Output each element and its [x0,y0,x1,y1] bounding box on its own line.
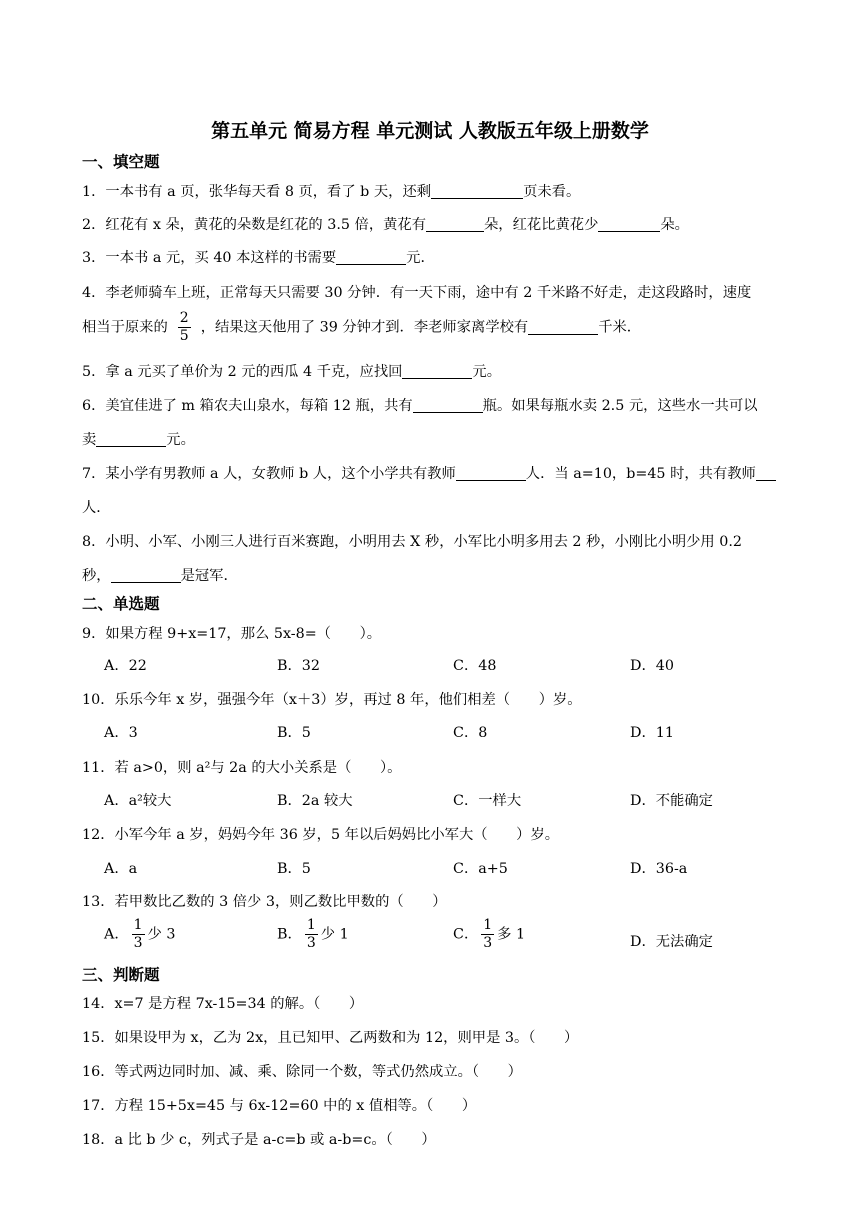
question-1-tail: 页未看。 [523,184,581,200]
option-label: D． [630,934,656,950]
answer-blank[interactable] [598,215,660,232]
option-b[interactable]: B．32 [277,658,320,674]
question-7-line-2: 人． [82,500,111,516]
option-d[interactable]: D．11 [630,725,674,741]
fraction-numerator: 2 [179,310,189,326]
question-7-text: 7．某小学有男教师 a 人，女教师 b 人，这个小学共有教师 [82,466,456,482]
option-text: 多 1 [497,926,526,943]
answer-blank[interactable] [96,430,166,447]
answer-blank[interactable] [111,566,181,583]
question-15: 15．如果设甲为 x，乙为 2x，且已知甲、乙两数和为 12，则甲是 3。（ ） [82,1030,579,1046]
question-14: 14．x=7 是方程 7x-15=34 的解。（ ） [82,996,364,1012]
answer-blank[interactable] [456,464,526,481]
fraction-two-fifths [178,310,191,345]
option-d[interactable]: D．不能确定 [630,793,713,809]
question-5-tail: 元。 [472,364,502,380]
option-a[interactable]: A．3 [104,725,138,741]
answer-blank[interactable] [756,464,776,481]
question-13-stem: 13．若甲数比乙数的 3 倍少 3，则乙数比甲数的（ ） [82,894,447,910]
question-8-text: 秒， [82,568,111,584]
option-c[interactable]: C．48 [453,658,497,674]
option-a[interactable]: A．a [104,861,138,877]
question-1-text: 1．一本书有 a 页，张华每天看 8 页，看了 b 天，还剩 [82,184,432,200]
question-4-mid: ，结果这天他用了 39 分钟才到．李老师家离学校有 [200,319,529,336]
question-4-tail: 千米． [598,319,642,336]
fraction-numerator: 1 [306,917,316,933]
question-10-stem: 10．乐乐今年 x 岁，强强今年（x＋3）岁，再过 8 年，他们相差（ ）岁。 [82,692,582,708]
question-8-line-2 [82,565,238,585]
option-b[interactable]: B．2a 较大 [277,793,353,809]
section-heading-single: 二、单选题 [82,595,160,613]
option-text: 少 3 [147,926,176,943]
option-label: A． [104,926,129,943]
question-11-stem: 11．若 a>0，则 a²与 2a 的大小关系是（ ）。 [82,760,402,776]
question-6-text: 6．美宜佳进了 m 箱农夫山泉水，每箱 12 瓶，共有 [82,398,413,414]
question-6-cont: 卖 [82,432,97,448]
answer-blank[interactable] [402,362,472,379]
page-title: 第五单元 简易方程 单元测试 人教版五年级上册数学 [211,120,649,142]
question-8-line-1: 8．小明、小军、小刚三人进行百米赛跑，小明用去 X 秒，小军比小明多用去 2 秒，小刚比小明少用 0.2 [82,534,742,550]
question-2 [82,214,689,234]
question-1 [82,181,580,201]
question-6-mid: 瓶。如果每瓶水卖 2.5 元，这些水一共可以 [482,398,758,414]
fraction-numerator: 1 [483,917,493,933]
answer-blank[interactable] [413,396,483,413]
option-text: 无法确定 [655,934,713,950]
option-label: C． [453,926,479,943]
option-b[interactable]: B．5 [277,861,311,877]
option-label: B． [277,926,302,943]
question-5 [82,361,501,381]
answer-blank[interactable] [426,215,484,232]
question-2-tail: 朵。 [660,217,689,233]
answer-blank[interactable] [431,182,523,199]
option-d[interactable]: D．36-a [630,861,688,877]
question-3-text: 3．一本书 a 元，买 40 本这样的书需要 [82,250,337,266]
question-6-tail: 元。 [166,432,195,448]
question-4-line-1: 4．李老师骑车上班，正常每天只需要 30 分钟．有一天下雨，途中有 2 千米路不好走，走这段路时，速度 [82,285,752,301]
question-5-text: 5．拿 a 元买了单价为 2 元的西瓜 4 千克，应找回 [82,364,403,380]
fraction-one-third [481,917,494,952]
fraction-denominator: 5 [179,328,189,344]
option-a[interactable]: A．a²较大 [104,793,172,809]
question-3 [82,247,435,267]
option-b[interactable]: B．5 [277,725,311,741]
fraction-denominator: 3 [306,935,316,951]
question-2-mid: 朵，红花比黄花少 [484,217,599,233]
fraction-numerator: 1 [133,917,143,933]
question-17: 17．方程 15+5x=45 与 6x-12=60 中的 x 值相等。（ ） [82,1098,477,1114]
question-3-tail: 元． [406,250,435,266]
question-4-line-2 [82,310,641,345]
fraction-one-third [132,917,145,952]
answer-blank[interactable] [528,318,598,335]
question-4-text: 相当于原来的 [82,319,168,336]
option-c[interactable]: C．一样大 [453,793,522,809]
question-7-line-1 [82,463,776,483]
option-text: 少 1 [320,926,349,943]
option-c[interactable]: C．a+5 [453,861,508,877]
fraction-denominator: 3 [133,935,143,951]
question-12-stem: 12．小军今年 a 岁，妈妈今年 36 岁，5 年以后妈妈比小军大（ ）岁。 [82,827,560,843]
option-d[interactable]: D．40 [630,658,674,674]
fraction-denominator: 3 [483,935,493,951]
option-c[interactable] [453,917,525,952]
option-a[interactable]: A．22 [104,658,147,674]
question-7-mid: 人．当 a=10，b=45 时，共有教师 [525,466,756,482]
question-6-line-1 [82,395,758,415]
question-9-stem: 9．如果方程 9+x=17，那么 5x-8=（ ）。 [82,626,382,642]
section-heading-fill: 一、填空题 [82,153,160,171]
section-heading-judge: 三、判断题 [82,966,160,984]
question-8-tail: 是冠军． [180,568,238,584]
question-18: 18．a 比 b 少 c，列式子是 a-c=b 或 a-b=c。（ ） [82,1132,436,1148]
option-b[interactable] [277,917,349,952]
option-c[interactable]: C．8 [453,725,488,741]
option-a[interactable] [104,917,175,952]
fraction-one-third [305,917,318,952]
question-16: 16．等式两边同时加、减、乘、除同一个数，等式仍然成立。（ ） [82,1064,522,1080]
option-d[interactable] [630,931,713,951]
answer-blank[interactable] [336,248,406,265]
question-6-line-2 [82,429,195,449]
question-2-text: 2．红花有 x 朵，黄花的朵数是红花的 3.5 倍，黄花有 [82,217,427,233]
